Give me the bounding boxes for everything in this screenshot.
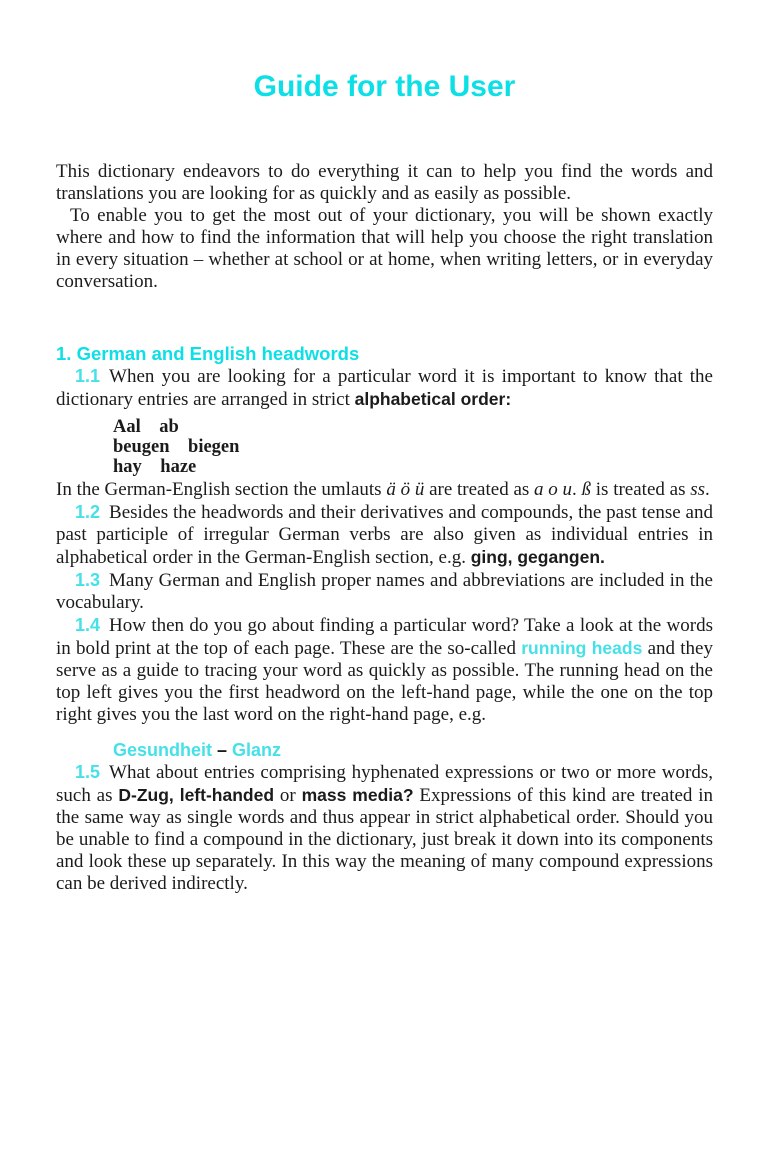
section-number: 1.4 — [75, 615, 101, 635]
text-run: How then do you go about finding a particular word? Take a look at the words in bold print at the top of each page. These are the so-called — [56, 615, 713, 659]
bold-term: D-Zug, left-handed — [118, 785, 275, 805]
text-run: and they serve as a guide to tracing your word as quickly as possible. The running head on the top left gives you the first headword on the left-hand page, while the one on the top right gives you the last word on the right-hand page, e.g. — [56, 638, 713, 725]
text-run: What about entries comprising hyphenated expressions or two or more words, such as — [56, 762, 713, 806]
text-run: . — [572, 479, 582, 500]
dash-separator: – — [212, 740, 233, 760]
italic-term: a o u — [534, 479, 573, 500]
text-run: To enable you to get the most out of your dictionary, you will be shown exactly where and how to find the information that will help you choose the right translation in every situation – whether at school or at home, when writing letters, or in everyday conversation. — [56, 205, 713, 292]
bold-term: alphabetical order: — [354, 389, 512, 409]
section-1-3 — [56, 569, 713, 614]
text-run: Expressions of this kind are treated in the same way as single words and thus appear in strict alphabetical order. Should you be unable to find a compound in the dictionary, just break it down into its components and look these up separately. In this way the meaning of many compound expressions can be derived indirectly. — [56, 785, 714, 894]
section-1-5 — [56, 761, 713, 895]
example-line: Aal ab — [113, 417, 179, 437]
text-run: are treated as — [424, 479, 535, 500]
example-line: hay haze — [113, 457, 197, 477]
running-head-example — [113, 739, 713, 761]
paragraph — [56, 205, 713, 293]
example-line: beugen biegen — [113, 437, 240, 457]
bold-term: ging, gegangen. — [470, 547, 605, 567]
text-run: Many German and English proper names and abbreviations are included in the vocabulary. — [56, 570, 713, 613]
section-number: 1.1 — [75, 366, 101, 386]
text-run: This dictionary endeavors to do everything it can to help you find the words and translations you are looking for as quickly and as easily as possible. — [56, 161, 713, 204]
example-block — [113, 417, 713, 477]
paragraph — [56, 161, 713, 205]
highlight-term: Glanz — [232, 740, 282, 760]
paragraph — [56, 479, 713, 501]
text-run: When you are looking for a particular word it is important to know that the dictionary entries are arranged in strict — [56, 366, 713, 410]
section-number: 1.2 — [75, 502, 101, 522]
text-run: . — [705, 479, 710, 500]
section-1-2 — [56, 501, 713, 569]
bold-term: mass media? — [301, 785, 414, 805]
highlight-term: running heads — [521, 638, 643, 658]
page-content — [56, 161, 713, 895]
section-1-4 — [56, 614, 713, 726]
page-title: Guide for the User — [253, 70, 516, 103]
section-number: 1.3 — [75, 570, 101, 590]
italic-term: ss — [690, 479, 706, 500]
section-number: 1.5 — [75, 762, 101, 782]
italic-term: ä ö ü — [386, 479, 425, 500]
section-heading: 1. German and English headwords — [56, 343, 360, 364]
highlight-term: Gesundheit — [113, 740, 213, 760]
text-run: Besides the headwords and their derivatives and compounds, the past tense and past participle of irregular German verbs are also given as individual entries in alphabetical order in the German-English section, e.g. — [56, 502, 713, 568]
text-run: or — [274, 785, 302, 806]
section-1-1 — [56, 365, 713, 411]
italic-term: ß — [581, 479, 592, 500]
text-run: is treated as — [591, 479, 691, 500]
text-run: In the German-English section the umlauts — [56, 479, 387, 500]
